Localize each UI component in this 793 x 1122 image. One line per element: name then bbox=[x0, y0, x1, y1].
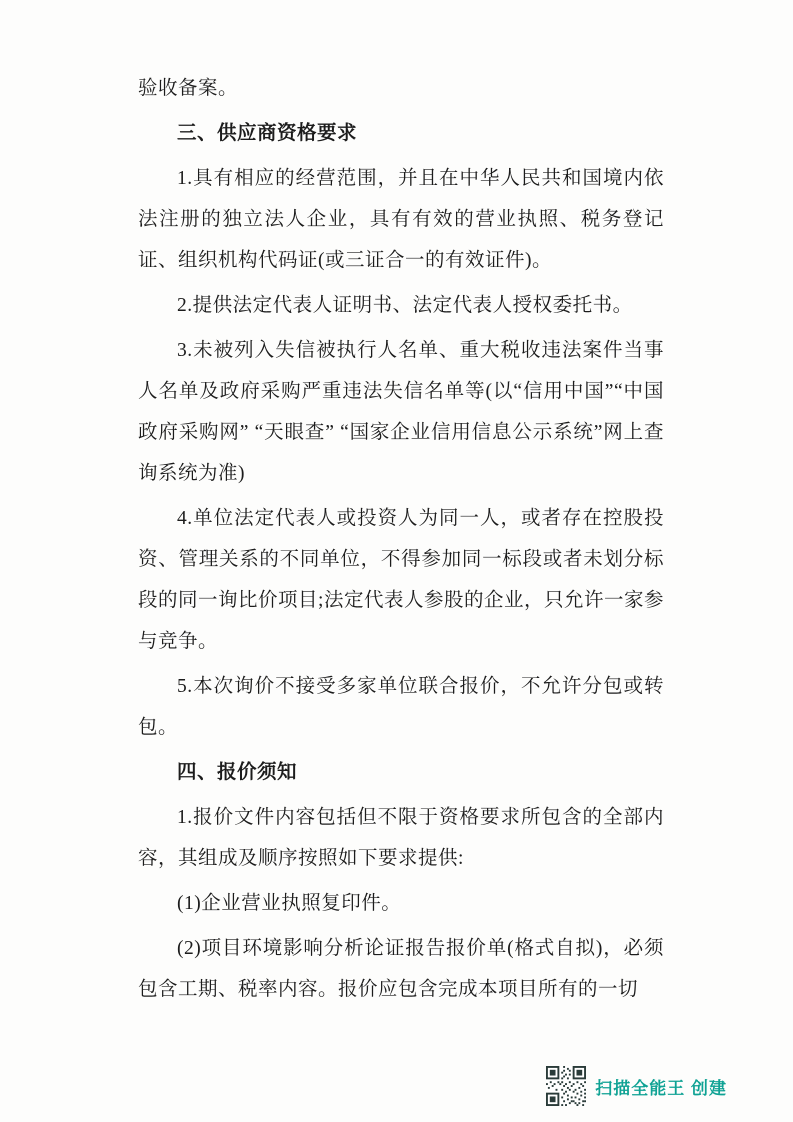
paragraph-notice-1-2: (2)项目环境影响分析论证报告报价单(格式自拟)，必须包含工期、税率内容。报价应包含完成本项目所有的一切 bbox=[138, 938, 664, 1000]
paragraph-notice-1: 1.报价文件内容包括但不限于资格要求所包含的全部内容，其组成及顺序按照如下要求提供: bbox=[138, 807, 664, 869]
paragraph-item-3: 3.未被列入失信被执行人名单、重大税收违法案件当事人名单及政府采购严重违法失信名单等(以“信用中国”“中国政府采购网” “天眼查” “国家企业信用信息公示系统”网上查询系统为准) bbox=[138, 340, 664, 484]
watermark-text: 扫描全能王 创建 bbox=[595, 1078, 727, 1098]
paragraph-item-1: 1.具有相应的经营范围，并且在中华人民共和国境内依法注册的独立法人企业，具有有效的营业执照、税务登记证、组织机构代码证(或三证合一的有效证件)。 bbox=[138, 168, 664, 271]
section-heading-quotation-notice: 四、报价须知 bbox=[177, 762, 298, 783]
paragraph-item-4: 4.单位法定代表人或投资人为同一人，或者存在控股投资、管理关系的不同单位，不得参加同一标段或者未划分标段的同一询比价项目;法定代表人参股的企业，只允许一家参与竞争。 bbox=[138, 508, 664, 652]
document-body bbox=[138, 68, 664, 1014]
section-heading-supplier-qualifications: 三、供应商资格要求 bbox=[177, 123, 358, 144]
paragraph-notice-1-1: (1)企业营业执照复印件。 bbox=[177, 893, 402, 914]
paragraph-item-2: 2.提供法定代表人证明书、法定代表人授权委托书。 bbox=[177, 295, 633, 316]
paragraph-item-5: 5.本次询价不接受多家单位联合报价，不允许分包或转包。 bbox=[138, 676, 664, 738]
scanner-watermark bbox=[546, 1066, 727, 1106]
paragraph-continuation: 验收备案。 bbox=[138, 78, 239, 99]
qr-code-icon bbox=[546, 1066, 586, 1106]
